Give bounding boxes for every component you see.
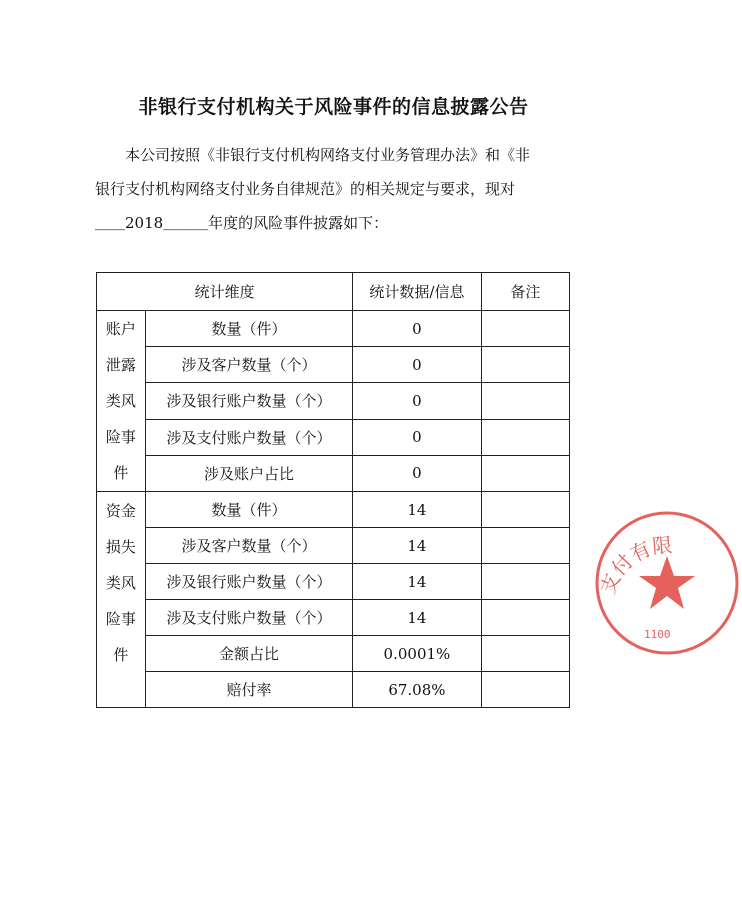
category-line: 账户 [105, 320, 136, 338]
row-label: 数量（件） [145, 311, 353, 347]
row-note [481, 672, 569, 708]
row-label: 涉及银行账户数量（个） [145, 564, 353, 600]
category-line: 资金 [105, 502, 136, 520]
intro-line-2: 银行支付机构网络支付业务自律规范》的相关规定与要求，现对 [95, 180, 516, 198]
row-note [481, 636, 569, 672]
table-row [97, 564, 570, 600]
company-seal-stamp [592, 508, 742, 658]
row-note [481, 383, 569, 419]
row-value: 14 [353, 492, 481, 528]
row-label: 涉及客户数量（个） [145, 347, 353, 383]
table-row [97, 419, 570, 455]
row-note [481, 600, 569, 636]
row-value: 0 [353, 419, 481, 455]
row-label: 涉及支付账户数量（个） [145, 419, 353, 455]
table-row [97, 492, 570, 528]
row-label: 金额占比 [145, 636, 353, 672]
category-line: 泄露 [105, 356, 136, 374]
row-label: 涉及客户数量（个） [145, 528, 353, 564]
category-fund-loss [97, 492, 146, 708]
table-row [97, 600, 570, 636]
table-row [97, 383, 570, 419]
row-label: 涉及账户占比 [145, 455, 353, 491]
header-note: 备注 [481, 273, 569, 311]
row-label: 涉及银行账户数量（个） [145, 383, 353, 419]
row-label: 数量（件） [145, 492, 353, 528]
table-row [97, 636, 570, 672]
category-line: 件 [113, 464, 129, 482]
row-value: 14 [353, 528, 481, 564]
table-row [97, 311, 570, 347]
row-note [481, 419, 569, 455]
seal-star-icon [639, 556, 695, 609]
risk-event-table [96, 272, 570, 708]
row-value: 0 [353, 347, 481, 383]
row-value: 0 [353, 455, 481, 491]
row-value: 14 [353, 600, 481, 636]
table-row [97, 528, 570, 564]
row-value: 67.08% [353, 672, 481, 708]
intro-paragraph [95, 138, 575, 240]
table-row [97, 672, 570, 708]
header-value: 统计数据/信息 [353, 273, 481, 311]
row-note [481, 528, 569, 564]
row-note [481, 564, 569, 600]
row-note [481, 492, 569, 528]
category-line: 险事 [105, 610, 136, 628]
seal-text: 支付有限 [595, 532, 674, 598]
category-line: 险事 [105, 428, 136, 446]
document-title: 非银行支付机构关于风险事件的信息披露公告 [138, 96, 529, 118]
row-note [481, 455, 569, 491]
row-label: 涉及支付账户数量（个） [145, 600, 353, 636]
table-row [97, 347, 570, 383]
row-value: 0 [353, 311, 481, 347]
row-label: 赔付率 [145, 672, 353, 708]
category-line: 件 [113, 646, 129, 664]
category-line: 类风 [105, 574, 136, 592]
row-note [481, 311, 569, 347]
header-dimension: 统计维度 [97, 273, 353, 311]
row-value: 0.0001% [353, 636, 481, 672]
row-value: 14 [353, 564, 481, 600]
intro-line-3: ＿＿2018＿＿＿年度的风险事件披露如下： [95, 214, 389, 232]
category-account-leak [97, 311, 146, 492]
category-line: 类风 [105, 392, 136, 410]
intro-line-1: 本公司按照《非银行支付机构网络支付业务管理办法》和《非 [125, 146, 531, 164]
row-note [481, 347, 569, 383]
category-line: 损失 [105, 538, 136, 556]
table-row [97, 455, 570, 491]
seal-number: 1100 [644, 628, 671, 641]
table-header-row [97, 273, 570, 311]
row-value: 0 [353, 383, 481, 419]
